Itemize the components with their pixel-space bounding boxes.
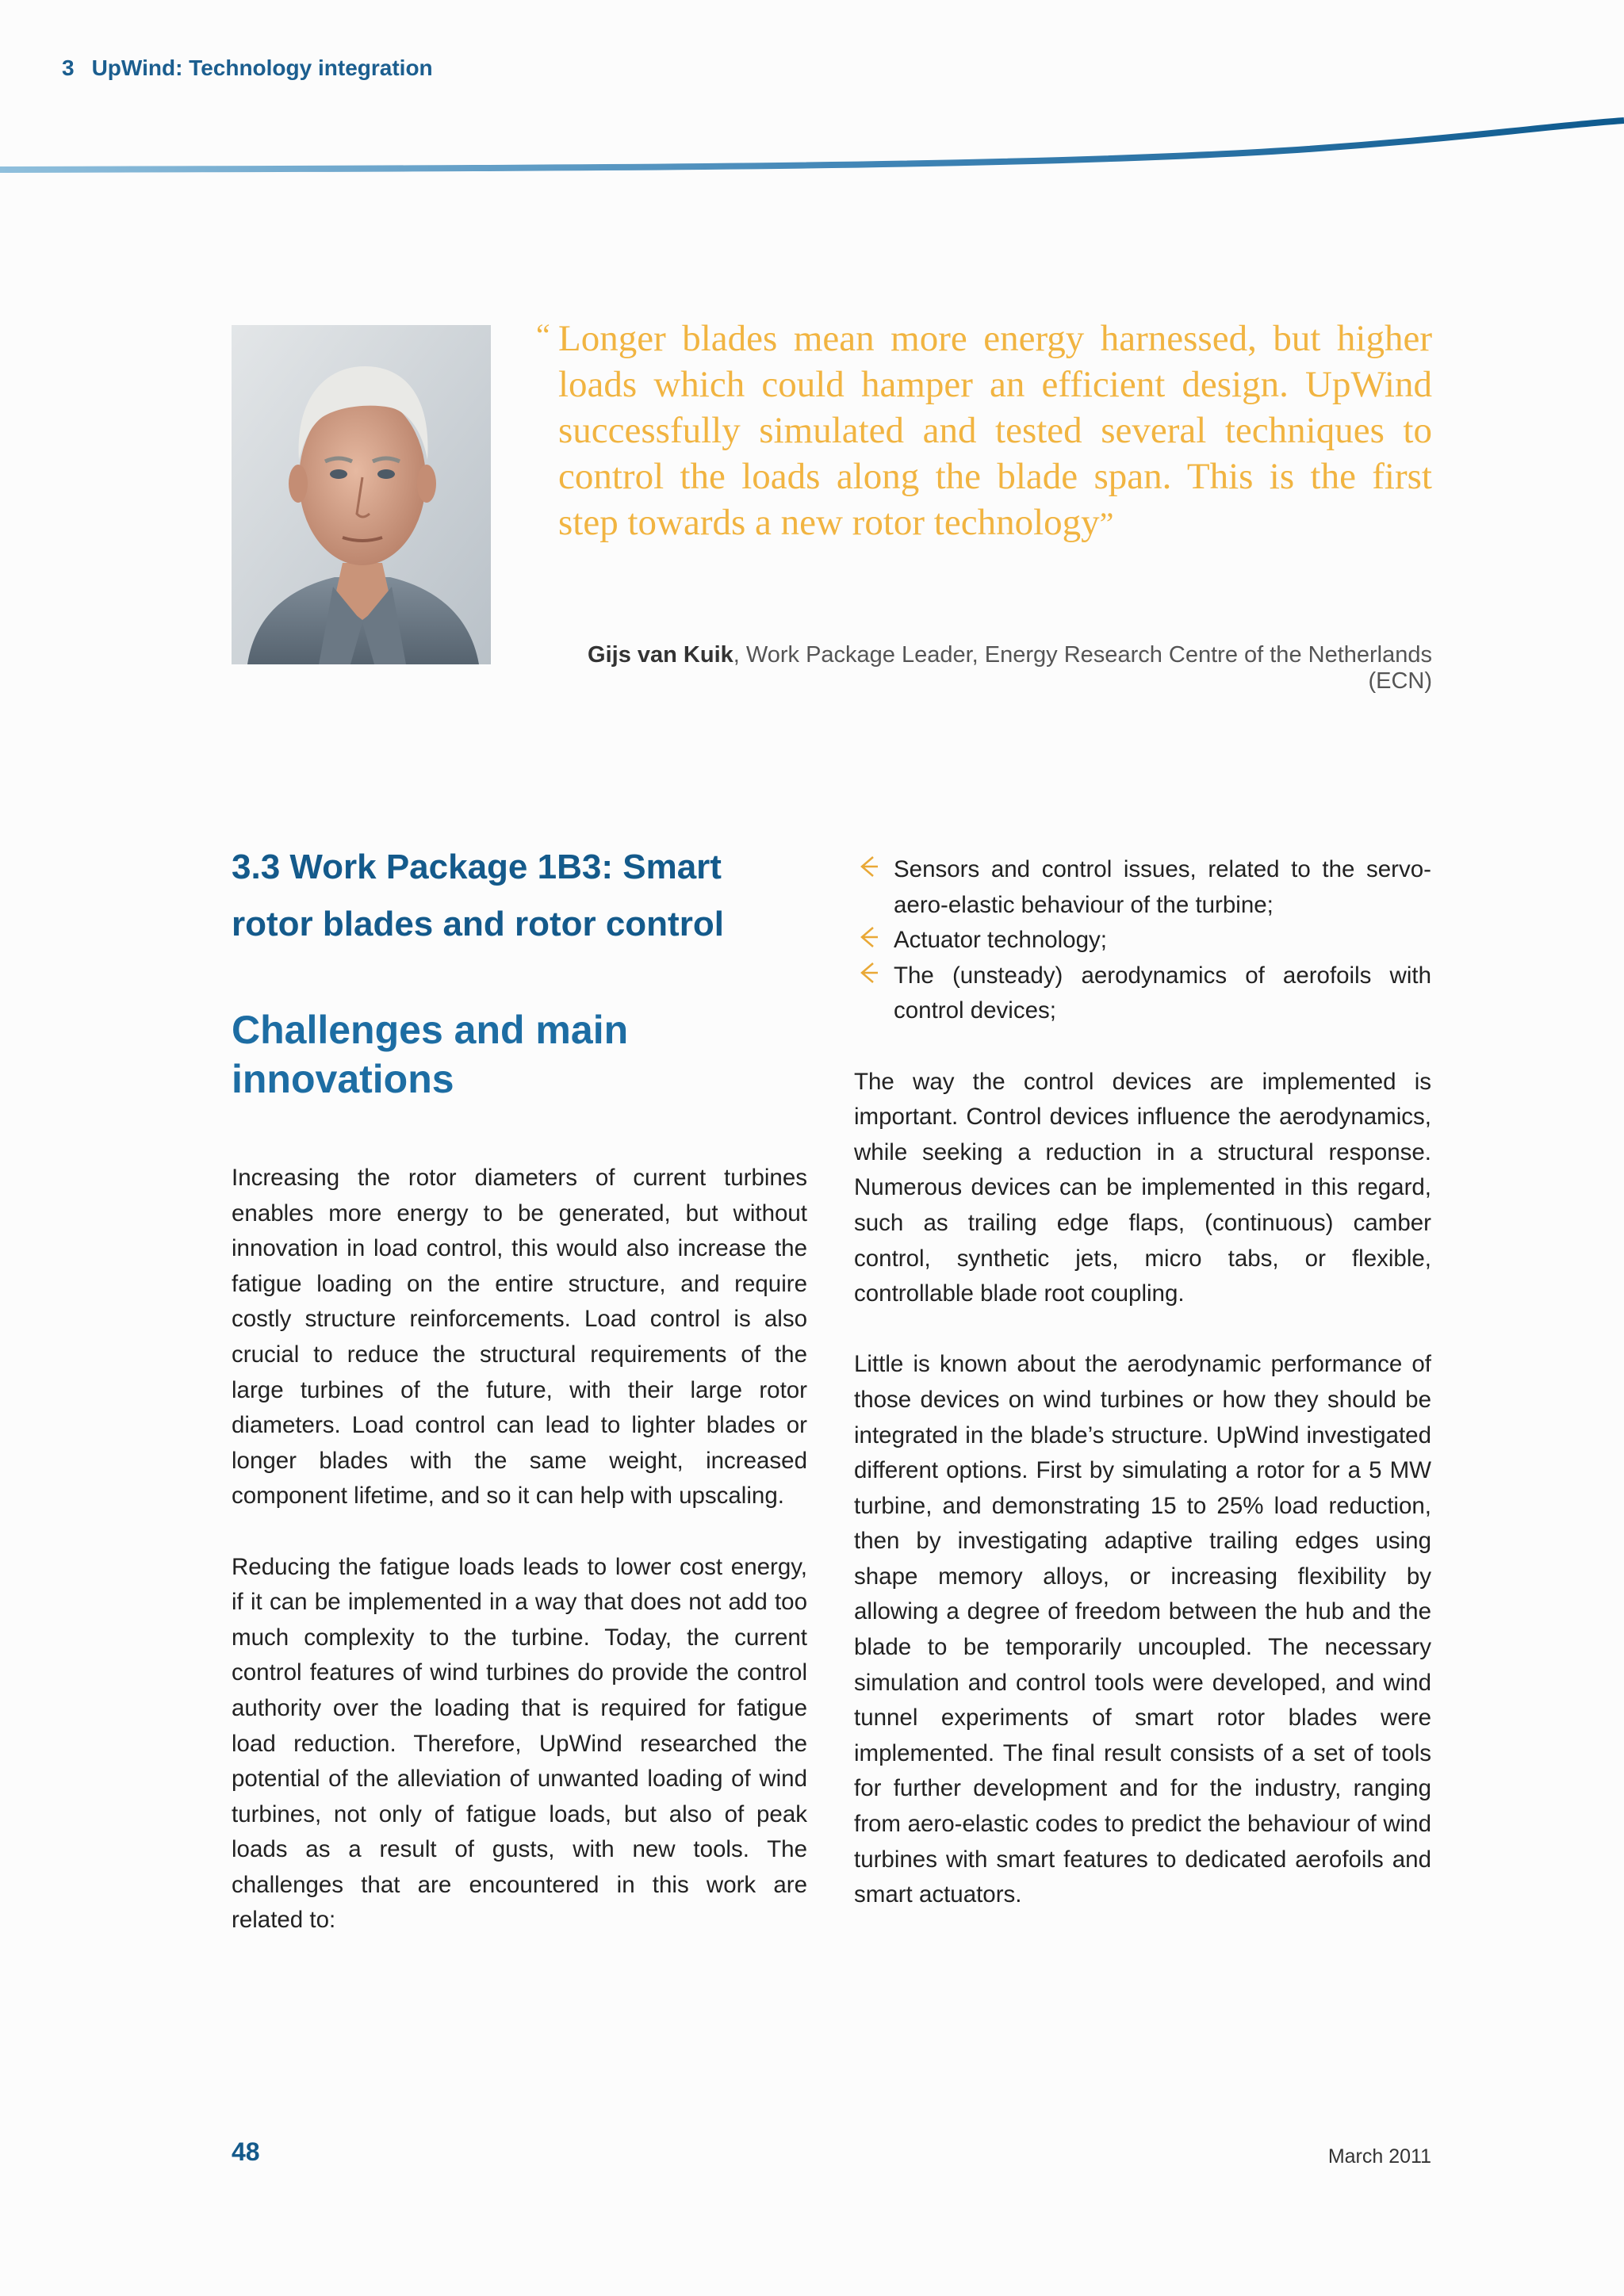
bullet-arrow-icon — [854, 960, 879, 985]
quote-open-mark: “ — [536, 317, 550, 353]
quote-text: Longer blades mean more energy harnessed, but higher loads which could hamper an efficient design. UpWind successfully simulated and tested several techniques to control the loads along the blade span. This is the first step towards a new rotor technology — [558, 318, 1432, 543]
author-name: Gijs van Kuik — [588, 642, 733, 668]
body-paragraph: Reducing the fatigue loads leads to lower cost energy, if it can be implemented in a way that does not add too much complexity to the turbine. Today, the current control features of wind turbines do provide the control authority over the loading that is required for fatigue load reduction. Therefore, UpWind researched the potential of the alleviation of unwanted loading of wind turbines, not only of fatigue loads, but also of peak loads as a result of gusts, with new tools. The challenges that are encountered in this work are related to: — [232, 1553, 807, 1934]
running-header — [62, 55, 433, 81]
list-item-text: The (unsteady) aerodynamics of aerofoils with control devices; — [894, 962, 1431, 1024]
list-item — [854, 959, 1431, 1029]
left-column — [232, 839, 807, 1938]
body-paragraph: Increasing the rotor diameters of current turbines enables more energy to be generated, but without innovation in load control, this would also increase the fatigue loading on the entire structure, and require costly structure reinforcements. Load control is also crucial to reduce the structural requirements of the large turbines of the future, with their large rotor diameters. Load control can lead to lighter blades or longer blades with the same weight, increased component lifetime, and so it can help with upscaling. — [232, 1165, 807, 1510]
publication-date: March 2011 — [1327, 2145, 1431, 2168]
right-column — [854, 852, 1431, 1913]
list-item — [854, 852, 1431, 923]
chapter-number: 3 — [62, 55, 75, 80]
chapter-title: UpWind: Technology integration — [91, 55, 433, 80]
author-portrait — [232, 325, 491, 664]
bullet-arrow-icon — [854, 924, 879, 950]
list-item-text: Sensors and control issues, related to the servo-aero-elastic behaviour of the turbine; — [894, 856, 1431, 918]
page-number: 48 — [232, 2137, 260, 2166]
header-swoosh-line — [0, 111, 1624, 182]
quote-attribution — [539, 642, 1432, 695]
list-item-text: Actuator technology; — [894, 927, 1107, 954]
body-paragraph: The way the control devices are implemented is important. Control devices influence the aerodynamics, while seeking a reduction in a structural response. Numerous devices can be implemented in this regard, such as trailing edge flaps, (continuous) camber control, synthetic jets, micro tabs, or flexible, controllable blade root coupling. — [854, 1068, 1431, 1307]
body-paragraph: Little is known about the aerodynamic performance of those devices on wind turbines or how they should be integrated in the blade’s structure. UpWind investigated different options. First by simulating a rotor for a 5 MW turbine, and demonstrating 15 to 25% load reduction, then by investigating adaptive trailing edges using shape memory alloys, or increasing flexibility by allowing a degree of freedom between the hub and the blade to be temporarily uncoupled. The necessary simulation and control tools were developed, and wind tunnel experiments of smart rotor blades were implemented. The final result consists of a set of tools for further development and for the industry, ranging from aero-elastic codes to predict the behaviour of wind turbines with smart features to dedicated aerofoils and smart actuators. — [854, 1351, 1431, 1908]
pull-quote — [536, 316, 1432, 547]
list-item — [854, 923, 1431, 959]
section-title: 3.3 Work Package 1B3: Smart rotor blades and rotor control — [232, 848, 724, 943]
challenge-list — [854, 852, 1431, 1029]
quote-close-mark: ” — [1099, 506, 1114, 541]
section-subheading: Challenges and main innovations — [232, 1008, 629, 1101]
bullet-arrow-icon — [854, 854, 879, 879]
author-role: , Work Package Leader, Energy Research Centre of the Netherlands (ECN) — [733, 642, 1432, 694]
